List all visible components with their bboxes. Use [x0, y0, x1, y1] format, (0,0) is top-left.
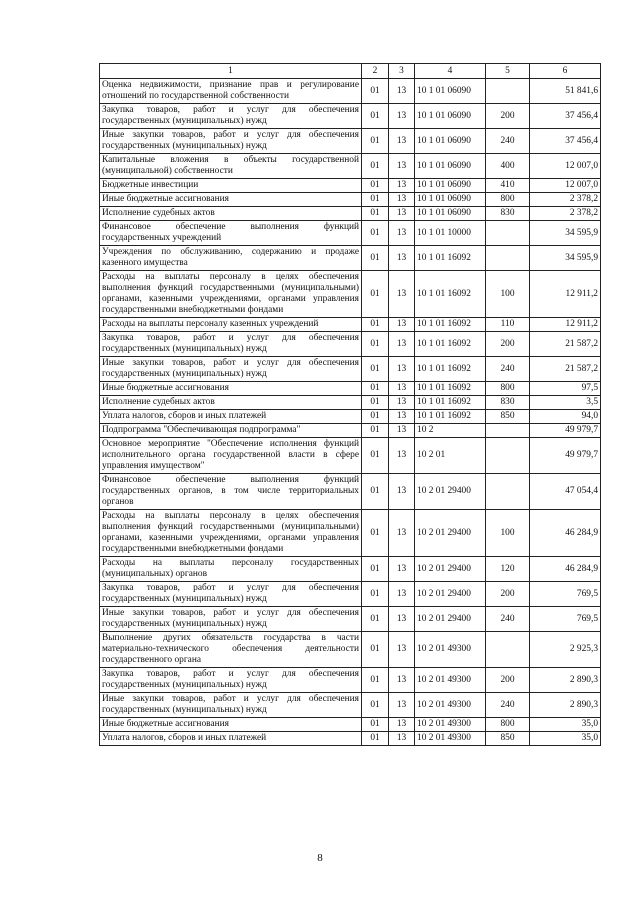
row-article-cell: 10 1 01 16092 — [415, 357, 486, 382]
row-article-cell: 10 2 01 49300 — [415, 632, 486, 668]
row-section-cell: 01 — [362, 271, 389, 318]
row-subsection-cell: 13 — [389, 668, 415, 693]
row-subsection-cell: 13 — [389, 207, 415, 221]
row-subsection-cell: 13 — [389, 410, 415, 424]
row-subsection-cell: 13 — [389, 557, 415, 582]
page-number: 8 — [317, 852, 323, 864]
row-expense-type-cell — [486, 246, 530, 271]
row-amount-cell: 12 911,2 — [530, 318, 601, 332]
row-section-cell: 01 — [362, 607, 389, 632]
row-section-cell: 01 — [362, 179, 389, 193]
row-article-cell: 10 1 01 06090 — [415, 179, 486, 193]
table-row — [100, 410, 601, 424]
row-subsection-cell: 13 — [389, 607, 415, 632]
row-subsection-cell: 13 — [389, 510, 415, 557]
row-section-cell: 01 — [362, 632, 389, 668]
row-name-cell: Расходы на выплаты персоналу в целях обеспечения выполнения функций государственными (муниципальными) органами, казенными учреждениями, органами управления государственными внебюджетными фондами — [100, 271, 362, 318]
row-expense-type-cell: 110 — [486, 318, 530, 332]
row-name-cell: Иные закупки товаров, работ и услуг для обеспечения государственных (муниципальных) нужд — [100, 607, 362, 632]
row-subsection-cell: 13 — [389, 732, 415, 746]
row-amount-cell: 769,5 — [530, 607, 601, 632]
row-name-cell: Учреждения по обслуживанию, содержанию и продаже казенного имущества — [100, 246, 362, 271]
table-row — [100, 438, 601, 474]
budget-table — [99, 63, 601, 746]
row-article-cell: 10 2 01 49300 — [415, 668, 486, 693]
row-name-cell: Уплата налогов, сборов и иных платежей — [100, 732, 362, 746]
row-name-cell: Иные бюджетные ассигнования — [100, 382, 362, 396]
table-header-row — [100, 64, 601, 79]
table-row — [100, 632, 601, 668]
row-article-cell: 10 1 01 06090 — [415, 154, 486, 179]
row-name-cell: Финансовое обеспечение выполнения функций государственных органов, в том числе территориальных органов — [100, 474, 362, 510]
row-name-cell: Оценка недвижимости, признание прав и регулирование отношений по государственной собственности — [100, 79, 362, 104]
row-section-cell: 01 — [362, 424, 389, 438]
table-row — [100, 557, 601, 582]
row-subsection-cell: 13 — [389, 104, 415, 129]
row-amount-cell: 46 284,9 — [530, 510, 601, 557]
row-section-cell: 01 — [362, 207, 389, 221]
row-section-cell: 01 — [362, 693, 389, 718]
row-section-cell: 01 — [362, 510, 389, 557]
row-expense-type-cell: 240 — [486, 607, 530, 632]
row-section-cell: 01 — [362, 193, 389, 207]
header-col-6: 6 — [530, 64, 601, 79]
table-row — [100, 179, 601, 193]
table-row — [100, 271, 601, 318]
row-expense-type-cell: 120 — [486, 557, 530, 582]
table-row — [100, 104, 601, 129]
row-article-cell: 10 1 01 16092 — [415, 246, 486, 271]
row-article-cell: 10 1 01 06090 — [415, 104, 486, 129]
row-subsection-cell: 13 — [389, 129, 415, 154]
row-section-cell: 01 — [362, 396, 389, 410]
row-subsection-cell: 13 — [389, 221, 415, 246]
row-section-cell: 01 — [362, 732, 389, 746]
row-section-cell: 01 — [362, 357, 389, 382]
row-expense-type-cell: 800 — [486, 193, 530, 207]
table-row — [100, 357, 601, 382]
table-row — [100, 332, 601, 357]
row-expense-type-cell — [486, 221, 530, 246]
row-article-cell: 10 2 01 49300 — [415, 732, 486, 746]
row-name-cell: Закупка товаров, работ и услуг для обеспечения государственных (муниципальных) нужд — [100, 332, 362, 357]
row-name-cell: Основное мероприятие "Обеспечение исполнения функций исполнительного органа государственной власти в сфере управления имуществом" — [100, 438, 362, 474]
row-name-cell: Иные закупки товаров, работ и услуг для обеспечения государственных (муниципальных) нужд — [100, 129, 362, 154]
table-row — [100, 582, 601, 607]
table-row — [100, 607, 601, 632]
row-subsection-cell: 13 — [389, 271, 415, 318]
table-row — [100, 221, 601, 246]
row-expense-type-cell: 100 — [486, 271, 530, 318]
row-name-cell: Иные закупки товаров, работ и услуг для обеспечения государственных (муниципальных) нужд — [100, 693, 362, 718]
row-subsection-cell: 13 — [389, 718, 415, 732]
row-amount-cell: 46 284,9 — [530, 557, 601, 582]
row-section-cell: 01 — [362, 79, 389, 104]
row-name-cell: Выполнение других обязательств государства в части материально-технического обеспечения деятельности государственного органа — [100, 632, 362, 668]
row-subsection-cell: 13 — [389, 424, 415, 438]
row-name-cell: Уплата налогов, сборов и иных платежей — [100, 410, 362, 424]
row-section-cell: 01 — [362, 668, 389, 693]
table-row — [100, 474, 601, 510]
row-subsection-cell: 13 — [389, 438, 415, 474]
row-expense-type-cell: 830 — [486, 207, 530, 221]
row-article-cell: 10 1 01 16092 — [415, 271, 486, 318]
row-name-cell: Расходы на выплаты персоналу в целях обеспечения выполнения функций государственными (муниципальными) органами, казенными учреждениями, органами управления государственными внебюджетными фондами — [100, 510, 362, 557]
row-section-cell: 01 — [362, 154, 389, 179]
row-section-cell: 01 — [362, 129, 389, 154]
row-article-cell: 10 1 01 06090 — [415, 207, 486, 221]
row-expense-type-cell: 100 — [486, 510, 530, 557]
row-amount-cell: 12 007,0 — [530, 154, 601, 179]
table-row — [100, 129, 601, 154]
row-amount-cell: 2 890,3 — [530, 693, 601, 718]
row-amount-cell: 97,5 — [530, 382, 601, 396]
row-expense-type-cell: 200 — [486, 582, 530, 607]
row-subsection-cell: 13 — [389, 396, 415, 410]
table-row — [100, 154, 601, 179]
row-article-cell: 10 1 01 16092 — [415, 332, 486, 357]
table-row — [100, 193, 601, 207]
row-article-cell: 10 2 01 49300 — [415, 718, 486, 732]
row-article-cell: 10 1 01 06090 — [415, 129, 486, 154]
row-amount-cell: 47 054,4 — [530, 474, 601, 510]
row-amount-cell: 35,0 — [530, 732, 601, 746]
row-name-cell: Исполнение судебных актов — [100, 396, 362, 410]
row-article-cell: 10 1 01 16092 — [415, 396, 486, 410]
row-name-cell: Закупка товаров, работ и услуг для обеспечения государственных (муниципальных) нужд — [100, 104, 362, 129]
row-section-cell: 01 — [362, 474, 389, 510]
row-article-cell: 10 2 01 — [415, 438, 486, 474]
table-row — [100, 207, 601, 221]
row-name-cell: Подпрограмма "Обеспечивающая подпрограмма" — [100, 424, 362, 438]
row-subsection-cell: 13 — [389, 382, 415, 396]
row-amount-cell: 3,5 — [530, 396, 601, 410]
row-expense-type-cell: 850 — [486, 732, 530, 746]
row-amount-cell: 21 587,2 — [530, 332, 601, 357]
header-col-1: 1 — [100, 64, 362, 79]
row-section-cell: 01 — [362, 582, 389, 607]
row-name-cell: Капитальные вложения в объекты государственной (муниципальной) собственности — [100, 154, 362, 179]
row-section-cell: 01 — [362, 104, 389, 129]
header-col-5: 5 — [486, 64, 530, 79]
row-expense-type-cell: 200 — [486, 332, 530, 357]
row-subsection-cell: 13 — [389, 474, 415, 510]
row-expense-type-cell: 240 — [486, 357, 530, 382]
row-amount-cell: 12 911,2 — [530, 271, 601, 318]
row-section-cell: 01 — [362, 438, 389, 474]
header-col-4: 4 — [415, 64, 486, 79]
row-expense-type-cell: 850 — [486, 410, 530, 424]
row-subsection-cell: 13 — [389, 332, 415, 357]
row-amount-cell: 51 841,6 — [530, 79, 601, 104]
row-expense-type-cell: 800 — [486, 718, 530, 732]
row-section-cell: 01 — [362, 382, 389, 396]
row-amount-cell: 37 456,4 — [530, 129, 601, 154]
row-amount-cell: 2 378,2 — [530, 207, 601, 221]
row-article-cell: 10 2 01 29400 — [415, 582, 486, 607]
row-section-cell: 01 — [362, 718, 389, 732]
row-article-cell: 10 2 01 49300 — [415, 693, 486, 718]
row-name-cell: Бюджетные инвестиции — [100, 179, 362, 193]
row-amount-cell: 94,0 — [530, 410, 601, 424]
row-expense-type-cell — [486, 424, 530, 438]
row-expense-type-cell: 830 — [486, 396, 530, 410]
row-article-cell: 10 2 01 29400 — [415, 510, 486, 557]
row-amount-cell: 35,0 — [530, 718, 601, 732]
row-expense-type-cell: 240 — [486, 693, 530, 718]
row-amount-cell: 49 979,7 — [530, 424, 601, 438]
row-section-cell: 01 — [362, 332, 389, 357]
row-expense-type-cell: 200 — [486, 104, 530, 129]
row-name-cell: Расходы на выплаты персоналу казенных учреждений — [100, 318, 362, 332]
row-name-cell: Иные бюджетные ассигнования — [100, 718, 362, 732]
table-row — [100, 382, 601, 396]
row-article-cell: 10 2 01 29400 — [415, 474, 486, 510]
row-name-cell: Закупка товаров, работ и услуг для обеспечения государственных (муниципальных) нужд — [100, 582, 362, 607]
row-amount-cell: 34 595,9 — [530, 221, 601, 246]
row-expense-type-cell: 200 — [486, 668, 530, 693]
row-section-cell: 01 — [362, 410, 389, 424]
row-subsection-cell: 13 — [389, 154, 415, 179]
row-amount-cell: 2 925,3 — [530, 632, 601, 668]
row-name-cell: Иные бюджетные ассигнования — [100, 193, 362, 207]
row-article-cell: 10 1 01 10000 — [415, 221, 486, 246]
row-article-cell: 10 2 — [415, 424, 486, 438]
row-expense-type-cell: 800 — [486, 382, 530, 396]
row-expense-type-cell — [486, 474, 530, 510]
row-article-cell: 10 1 01 16092 — [415, 410, 486, 424]
row-article-cell: 10 1 01 06090 — [415, 193, 486, 207]
table-row — [100, 718, 601, 732]
table-row — [100, 668, 601, 693]
row-name-cell: Расходы на выплаты персоналу государственных (муниципальных) органов — [100, 557, 362, 582]
row-subsection-cell: 13 — [389, 193, 415, 207]
row-expense-type-cell: 400 — [486, 154, 530, 179]
table-row — [100, 396, 601, 410]
row-name-cell: Финансовое обеспечение выполнения функций государственных учреждений — [100, 221, 362, 246]
row-amount-cell: 12 007,0 — [530, 179, 601, 193]
header-col-2: 2 — [362, 64, 389, 79]
table-row — [100, 510, 601, 557]
table-row — [100, 693, 601, 718]
row-article-cell: 10 2 01 29400 — [415, 557, 486, 582]
row-expense-type-cell — [486, 632, 530, 668]
row-subsection-cell: 13 — [389, 357, 415, 382]
row-name-cell: Иные закупки товаров, работ и услуг для обеспечения государственных (муниципальных) нужд — [100, 357, 362, 382]
row-amount-cell: 2 378,2 — [530, 193, 601, 207]
row-section-cell: 01 — [362, 318, 389, 332]
row-amount-cell: 769,5 — [530, 582, 601, 607]
table-row — [100, 246, 601, 271]
row-amount-cell: 21 587,2 — [530, 357, 601, 382]
row-expense-type-cell: 240 — [486, 129, 530, 154]
row-amount-cell: 2 890,3 — [530, 668, 601, 693]
table-row — [100, 318, 601, 332]
header-col-3: 3 — [389, 64, 415, 79]
row-article-cell: 10 1 01 16092 — [415, 318, 486, 332]
row-section-cell: 01 — [362, 557, 389, 582]
row-expense-type-cell: 410 — [486, 179, 530, 193]
row-name-cell: Исполнение судебных актов — [100, 207, 362, 221]
table-row — [100, 732, 601, 746]
row-subsection-cell: 13 — [389, 632, 415, 668]
row-section-cell: 01 — [362, 221, 389, 246]
row-subsection-cell: 13 — [389, 318, 415, 332]
row-amount-cell: 37 456,4 — [530, 104, 601, 129]
row-name-cell: Закупка товаров, работ и услуг для обеспечения государственных (муниципальных) нужд — [100, 668, 362, 693]
table-row — [100, 424, 601, 438]
row-amount-cell: 49 979,7 — [530, 438, 601, 474]
row-article-cell: 10 1 01 06090 — [415, 79, 486, 104]
row-subsection-cell: 13 — [389, 79, 415, 104]
row-subsection-cell: 13 — [389, 246, 415, 271]
row-expense-type-cell — [486, 79, 530, 104]
row-article-cell: 10 2 01 29400 — [415, 607, 486, 632]
row-subsection-cell: 13 — [389, 179, 415, 193]
row-subsection-cell: 13 — [389, 582, 415, 607]
table-row — [100, 79, 601, 104]
row-expense-type-cell — [486, 438, 530, 474]
row-amount-cell: 34 595,9 — [530, 246, 601, 271]
row-article-cell: 10 1 01 16092 — [415, 382, 486, 396]
row-subsection-cell: 13 — [389, 693, 415, 718]
row-section-cell: 01 — [362, 246, 389, 271]
